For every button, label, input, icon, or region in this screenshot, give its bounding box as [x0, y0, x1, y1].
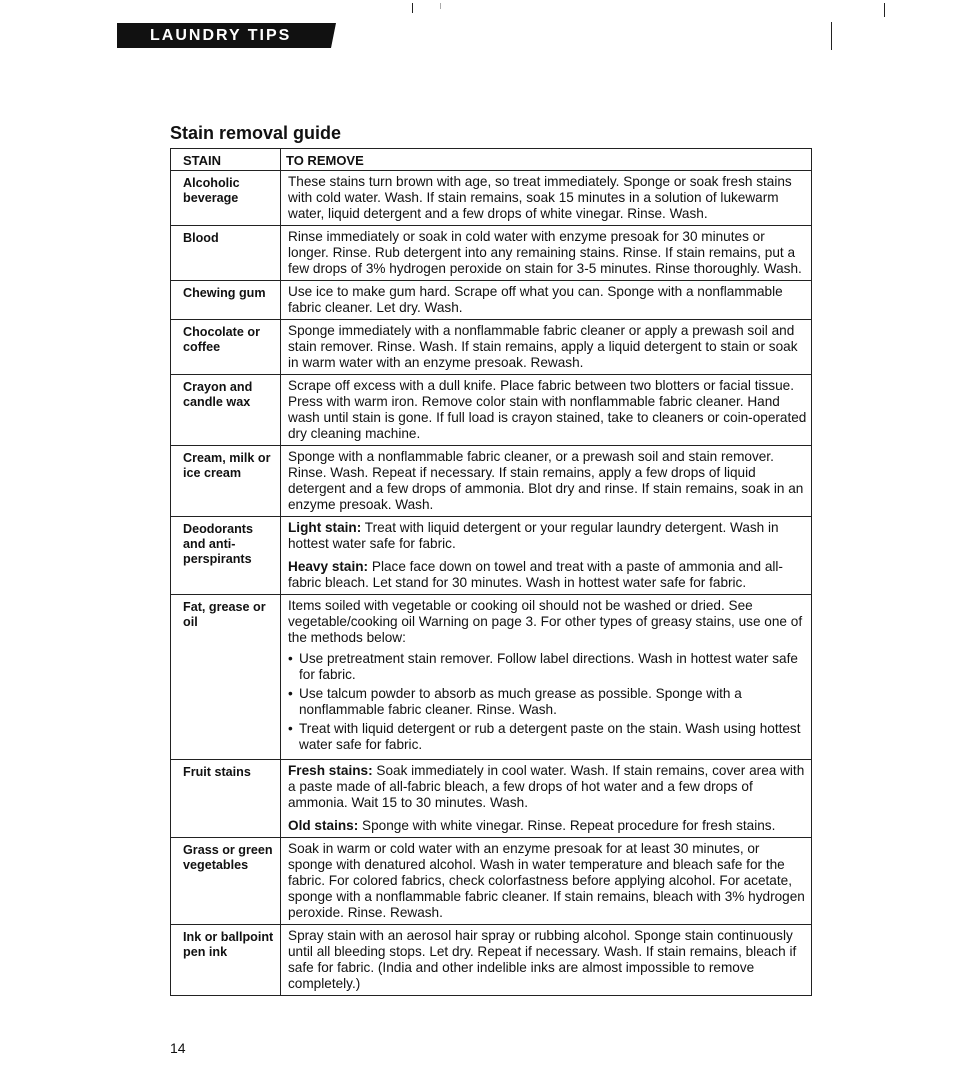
column-header-stain: STAIN [171, 149, 281, 171]
list-item: • Use pretreatment stain remover. Follow label directions. Wash in hottest water safe for fabric. [288, 651, 807, 683]
instruction-text: Place face down on towel and treat with a paste of ammonia and all-fabric bleach. Let stand for 30 minutes. Wash in hottest water safe for fabric. [288, 559, 783, 590]
method-list [288, 651, 807, 753]
instruction-lead: Light stain: [288, 520, 362, 535]
stain-name: Crayon and candle wax [171, 375, 281, 446]
list-item: • Use talcum powder to absorb as much grease as possible. Sponge with a nonflammable fabric cleaner. Rinse. Wash. [288, 686, 807, 718]
stain-name: Fat, grease or oil [171, 595, 281, 760]
removal-instructions [281, 375, 812, 446]
stain-name: Fruit stains [171, 760, 281, 838]
column-header-to-remove: TO REMOVE [281, 149, 812, 171]
table-body [171, 171, 812, 996]
instruction-text: Scrape off excess with a dull knife. Place fabric between two blotters or facial tissue. Press with warm iron. Remove color stain with nonflammable fabric cleaner. Hand wash until stain is gone. If full load is crayon stained, take to cleaners or coin-operated dry cleaning machine. [288, 378, 807, 441]
instruction-text: Sponge with white vinegar. Rinse. Repeat procedure for fresh stains. [362, 818, 776, 833]
stain-name: Chocolate or coffee [171, 320, 281, 375]
list-item: • Treat with liquid detergent or rub a detergent paste on the stain. Wash using hottest water safe for fabric. [288, 721, 807, 753]
instruction-lead: Heavy stain: [288, 559, 369, 574]
removal-instructions [281, 281, 812, 320]
instruction-paragraph [288, 598, 807, 646]
instruction-text: Soak in warm or cold water with an enzyme presoak for at least 30 minutes, or sponge with denatured alcohol. Wash in water temperature and bleach safe for the fabric. For colored fabrics, check colorfastness before applying alcohol. For acetate, sponge with a nonflammable fabric cleaner. If stain remains, bleach with 3% hydrogen peroxide. Rinse. Rewash. [288, 841, 805, 920]
table-row [171, 226, 812, 281]
instruction-paragraph [288, 378, 807, 442]
stain-name: Ink or ballpoint pen ink [171, 925, 281, 996]
instruction-lead: Old stains: [288, 818, 359, 833]
instruction-paragraph [288, 284, 807, 316]
stain-name: Deodorants and anti-perspirants [171, 517, 281, 595]
removal-instructions [281, 171, 812, 226]
instruction-text: Rinse immediately or soak in cold water with enzyme presoak for 30 minutes or longer. Rinse. Rub detergent into any remaining stains. Rinse. If stain remains, put a few drops of 3% hydrogen peroxide on stain for 3-5 minutes. Rinse thoroughly. Wash. [288, 229, 802, 276]
instruction-text: Use ice to make gum hard. Scrape off what you can. Sponge with a nonflammable fabric cleaner. Let dry. Wash. [288, 284, 783, 315]
table-row [171, 375, 812, 446]
instruction-text: Treat with liquid detergent or your regular laundry detergent. Wash in hottest water safe for fabric. [288, 520, 779, 551]
scan-mark [884, 3, 885, 17]
instruction-paragraph [288, 229, 807, 277]
removal-instructions [281, 226, 812, 281]
scan-mark [412, 3, 413, 13]
instruction-paragraph [288, 559, 807, 591]
instruction-paragraph [288, 928, 807, 992]
instruction-paragraph [288, 520, 807, 552]
instruction-lead: Fresh stains: [288, 763, 373, 778]
instruction-text: Soak immediately in cool water. Wash. If stain remains, cover area with a paste made of all-fabric bleach, a few drops of hot water and a few drops of ammonia. Wait 15 to 30 minutes. Wash. [288, 763, 805, 810]
instruction-text: Spray stain with an aerosol hair spray or rubbing alcohol. Sponge stain continuously until all bleeding stops. Let dry. Repeat if necessary. Wash. If stain remains, bleach if safe for fabric. (India and other indelible inks are almost impossible to remove completely.) [288, 928, 797, 991]
stain-name: Cream, milk or ice cream [171, 446, 281, 517]
removal-instructions [281, 320, 812, 375]
scan-mark [440, 3, 441, 9]
instruction-paragraph [288, 449, 807, 513]
table-row [171, 760, 812, 838]
table-row [171, 171, 812, 226]
table-header-row [171, 149, 812, 171]
stain-name: Chewing gum [171, 281, 281, 320]
table-row [171, 838, 812, 925]
removal-instructions [281, 925, 812, 996]
table-row [171, 281, 812, 320]
section-header-label: LAUNDRY TIPS [117, 23, 331, 48]
page-number: 14 [170, 1040, 186, 1056]
removal-instructions [281, 760, 812, 838]
instruction-text: These stains turn brown with age, so treat immediately. Sponge or soak fresh stains with cold water. Wash. If stain remains, soak 15 minutes in a solution of lukewarm water, liquid detergent and a few drops of white vinegar. Rinse. Wash. [288, 174, 792, 221]
removal-instructions [281, 446, 812, 517]
removal-instructions [281, 517, 812, 595]
instruction-text: Items soiled with vegetable or cooking oil should not be washed or dried. See vegetable/cooking oil Warning on page 3. For other types of greasy stains, use one of the methods below: [288, 598, 803, 645]
table-row [171, 517, 812, 595]
table-row [171, 446, 812, 517]
instruction-text: Sponge immediately with a nonflammable fabric cleaner or apply a prewash soil and stain remover. Rinse. Wash. If stain remains, apply a liquid detergent to stain or soak in warm water with an enzyme presoak. Rewash. [288, 323, 798, 370]
instruction-paragraph [288, 174, 807, 222]
instruction-text: Sponge with a nonflammable fabric cleaner, or a prewash soil and stain remover. Rinse. Wash. Repeat if necessary. If stain remains, apply a few drops of liquid detergent and a few drops of ammonia. Blot dry and rinse. If stain remains, soak in an enzyme presoak. Wash. [288, 449, 804, 512]
instruction-paragraph [288, 323, 807, 371]
table-row [171, 320, 812, 375]
page-title: Stain removal guide [170, 123, 342, 143]
stain-name: Grass or green vegetables [171, 838, 281, 925]
table-row [171, 925, 812, 996]
stain-name: Alcoholic beverage [171, 171, 281, 226]
removal-instructions [281, 595, 812, 760]
scan-mark [831, 22, 832, 50]
stain-removal-table [170, 148, 812, 996]
removal-instructions [281, 838, 812, 925]
instruction-paragraph [288, 818, 807, 834]
instruction-paragraph [288, 763, 807, 811]
instruction-paragraph [288, 841, 807, 921]
stain-name: Blood [171, 226, 281, 281]
table-row [171, 595, 812, 760]
